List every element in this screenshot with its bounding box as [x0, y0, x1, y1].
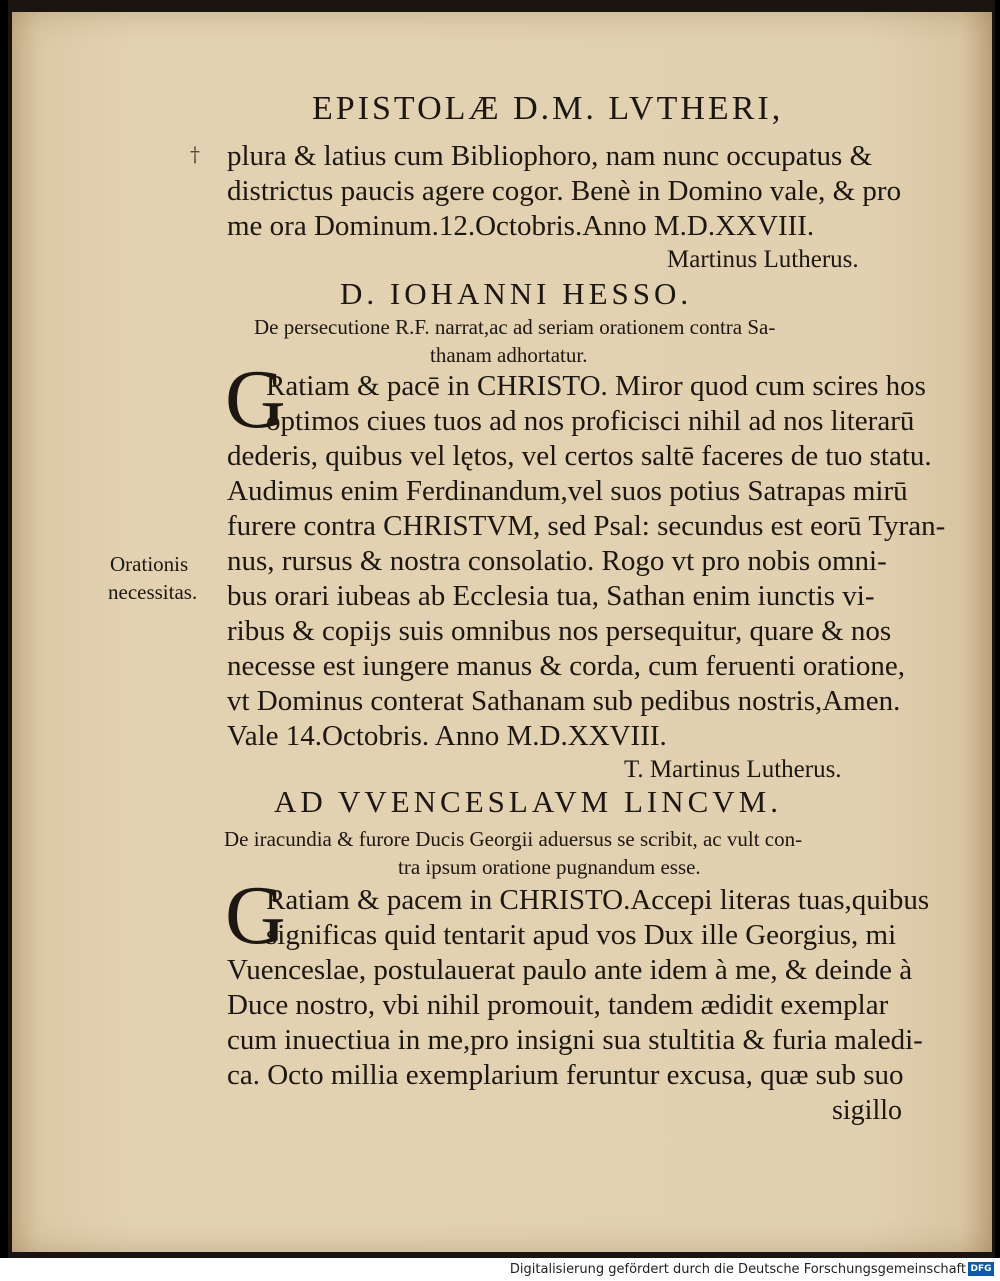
letter2-line: Vale 14.Octobris. Anno M.D.XXVIII. [227, 720, 667, 752]
catchword: sigillo [832, 1095, 903, 1126]
letter3-dropcap: G [225, 869, 286, 962]
marginal-note: necessitas. [108, 580, 198, 604]
letter2-line: Ratiam & pacē in CHRISTO. Miror quod cum scires hos [266, 370, 926, 402]
letter3-line: ca. Octo millia exemplarium feruntur excusa, quæ sub suo [227, 1059, 904, 1091]
letter2-line: bus orari iubeas ab Ecclesia tua, Sathan enim iunctis vi- [227, 580, 875, 612]
letter3-summary-line: De iracundia & furore Ducis Georgii aduersus se scribit, ac vult con- [224, 827, 803, 851]
book-page [12, 12, 992, 1252]
letter1-line: me ora Dominum.12.Octobris.Anno M.D.XXVIII. [227, 210, 815, 242]
letter2-line: dederis, quibus vel lętos, vel certos saltē faceres de tuo statu. [227, 440, 932, 472]
letter3-line: significas quid tentarit apud vos Dux ille Georgius, mi [266, 919, 897, 951]
letter2-line: optimos ciues tuos ad nos proficisci nihil ad nos literarū [266, 405, 915, 437]
marginal-note: Orationis [110, 552, 189, 576]
margin-mark: † [190, 142, 200, 166]
funding-notice: Digitalisierung gefördert durch die Deutsche Forschungsgemeinschaft [509, 1262, 966, 1277]
letter2-line: Audimus enim Ferdinandum,vel suos potius Satrapas mirū [227, 475, 908, 507]
letter1-line: plura & latius cum Bibliophoro, nam nunc occupatus & [227, 140, 873, 172]
letter2-signature: T. Martinus Lutherus. [624, 756, 842, 783]
letter3-line: Vuenceslae, postulauerat paulo ante idem à me, & deinde à [227, 954, 913, 986]
letter3-title: AD VVENCESLAVM LINCVM. [274, 784, 782, 819]
letter3-line: cum inuectiua in me,pro insigni sua stultitia & furia maledi- [227, 1024, 923, 1056]
letter2-line: ribus & copijs suis omnibus nos persequitur, quare & nos [227, 615, 892, 647]
letter2-line: vt Dominus conterat Sathanam sub pedibus nostris,Amen. [227, 685, 901, 717]
letter2-title: D. IOHANNI HESSO. [340, 276, 693, 311]
letter2-summary-line: thanam adhortatur. [430, 343, 588, 367]
letter3-line: Duce nostro, vbi nihil promouit, tandem ædidit exemplar [227, 989, 889, 1021]
letter1-signature: Martinus Lutherus. [667, 246, 859, 273]
letter2-line: necesse est iungere manus & corda, cum feruenti oratione, [227, 650, 906, 682]
footer-bar [0, 1258, 1000, 1281]
letter3-line: Ratiam & pacem in CHRISTO.Accepi literas tuas,quibus [266, 884, 930, 916]
letter2-summary-line: De persecutione R.F. narrat,ac ad seriam orationem contra Sa- [254, 315, 776, 339]
letter2-dropcap: G [225, 353, 286, 446]
letter1-line: districtus paucis agere cogor. Benè in Domino vale, & pro [227, 175, 902, 207]
letter2-line: furere contra CHRISTVM, sed Psal: secundus est eorū Tyran- [227, 510, 946, 542]
letter3-summary-line: tra ipsum oratione pugnandum esse. [398, 855, 701, 879]
dfg-logo: DFG [968, 1262, 994, 1276]
running-header: EPISTOLÆ D.M. LVTHERI, [312, 90, 784, 127]
letter2-line: nus, rursus & nostra consolatio. Rogo vt pro nobis omni- [227, 545, 887, 577]
